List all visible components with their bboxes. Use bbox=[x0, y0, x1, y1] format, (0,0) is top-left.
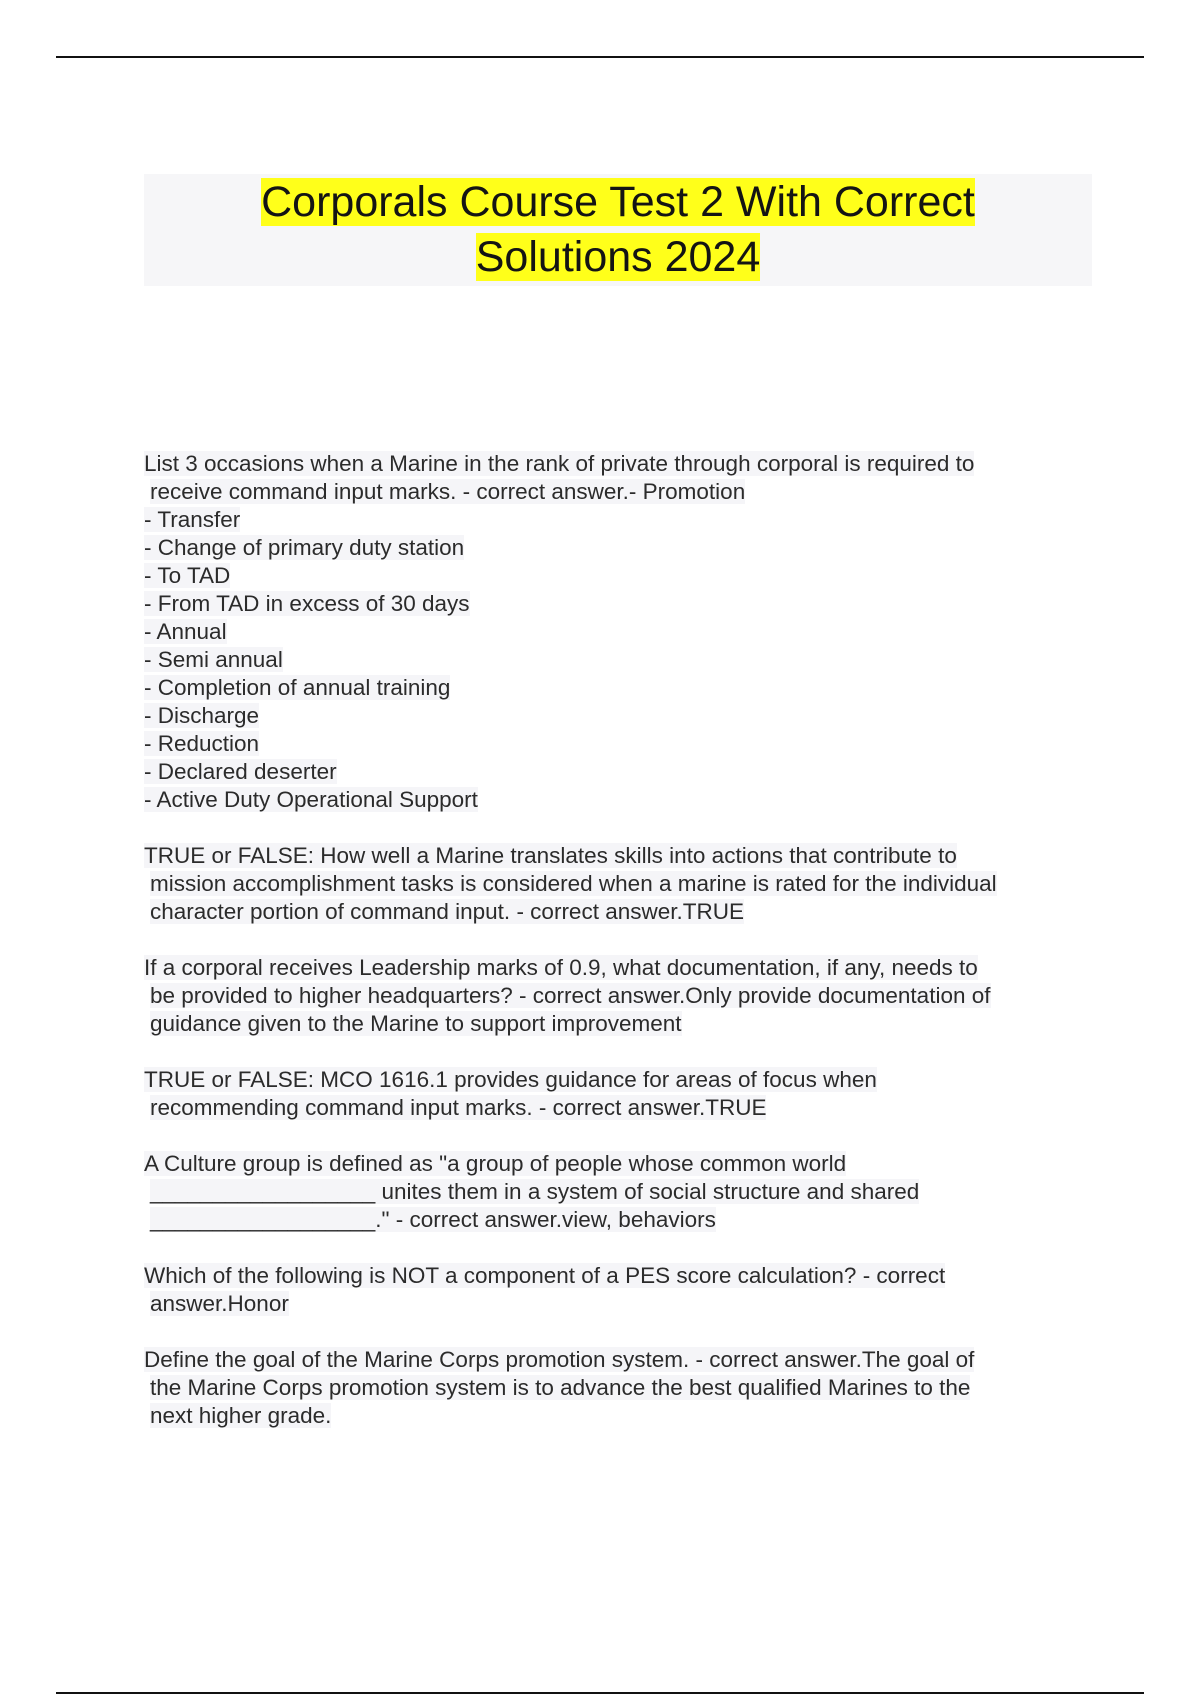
document-body bbox=[144, 450, 1084, 1458]
answer-list-item: - Transfer bbox=[144, 507, 241, 532]
answer-list-item: - Discharge bbox=[144, 703, 260, 728]
question-line: Define the goal of the Marine Corps promotion system. - correct answer.The goal of bbox=[144, 1347, 975, 1372]
answer-list-item: - Declared deserter bbox=[144, 759, 337, 784]
question-line: mission accomplishment tasks is considered when a marine is rated for the individual bbox=[150, 871, 997, 896]
answer-list-item: - From TAD in excess of 30 days bbox=[144, 591, 470, 616]
question-line: A Culture group is defined as "a group of people whose common world bbox=[144, 1151, 847, 1176]
question-line: next higher grade. bbox=[150, 1403, 332, 1428]
question-3 bbox=[144, 954, 1084, 1038]
top-rule bbox=[56, 56, 1144, 58]
answer-list-item: - Semi annual bbox=[144, 647, 283, 672]
question-line: the Marine Corps promotion system is to advance the best qualified Marines to the bbox=[150, 1375, 971, 1400]
question-line: answer.Honor bbox=[150, 1291, 289, 1316]
answer-list-item: - Completion of annual training bbox=[144, 675, 451, 700]
bottom-rule bbox=[56, 1692, 1144, 1694]
document-title bbox=[144, 174, 1092, 285]
title-line-1: Corporals Course Test 2 With Correct bbox=[261, 178, 975, 226]
question-7 bbox=[144, 1346, 1084, 1430]
question-2 bbox=[144, 842, 1084, 926]
answer-list-item: - Active Duty Operational Support bbox=[144, 787, 478, 812]
answer-list-item: - Annual bbox=[144, 619, 227, 644]
question-6 bbox=[144, 1262, 1084, 1318]
question-line: TRUE or FALSE: MCO 1616.1 provides guidance for areas of focus when bbox=[144, 1067, 877, 1092]
question-line: character portion of command input. - correct answer.TRUE bbox=[150, 899, 744, 924]
question-line: TRUE or FALSE: How well a Marine translates skills into actions that contribute to bbox=[144, 843, 957, 868]
question-line: receive command input marks. - correct answer.- Promotion bbox=[150, 479, 746, 504]
title-block bbox=[144, 174, 1092, 286]
question-line: be provided to higher headquarters? - correct answer.Only provide documentation of bbox=[150, 983, 991, 1008]
question-line: __________________." - correct answer.view, behaviors bbox=[150, 1207, 716, 1232]
title-line-2: Solutions 2024 bbox=[475, 233, 761, 281]
question-line: List 3 occasions when a Marine in the rank of private through corporal is required to bbox=[144, 451, 975, 476]
question-4 bbox=[144, 1066, 1084, 1122]
answer-list-item: - To TAD bbox=[144, 563, 231, 588]
question-line: guidance given to the Marine to support improvement bbox=[150, 1011, 682, 1036]
question-5 bbox=[144, 1150, 1084, 1234]
answer-list-item: - Change of primary duty station bbox=[144, 535, 465, 560]
question-line: recommending command input marks. - correct answer.TRUE bbox=[150, 1095, 767, 1120]
question-line: If a corporal receives Leadership marks of 0.9, what documentation, if any, needs to bbox=[144, 955, 978, 980]
question-line: __________________ unites them in a system of social structure and shared bbox=[150, 1179, 920, 1204]
answer-list-item: - Reduction bbox=[144, 731, 260, 756]
question-line: Which of the following is NOT a component of a PES score calculation? - correct bbox=[144, 1263, 946, 1288]
question-1 bbox=[144, 450, 1084, 814]
